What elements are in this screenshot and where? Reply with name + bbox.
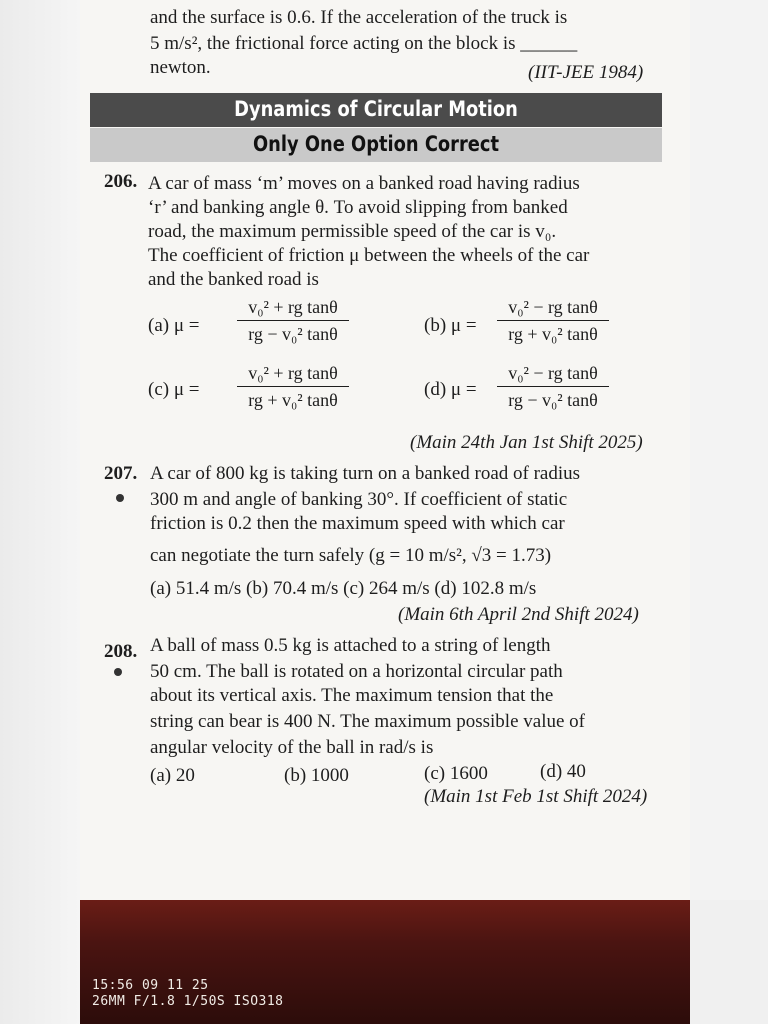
prev-source: (IIT-JEE 1984) bbox=[528, 62, 644, 83]
question-208-line-1: A ball of mass 0.5 kg is attached to a string of length bbox=[150, 635, 551, 656]
q206-option-b-numerator: v₀² − rg tanθ bbox=[497, 296, 609, 321]
q208-option-b: (b) 1000 bbox=[284, 765, 349, 786]
q208-option-d: (d) 40 bbox=[540, 761, 586, 782]
q206-option-a-label: (a) μ = bbox=[148, 315, 200, 336]
q206-option-a-fraction bbox=[237, 296, 349, 345]
q206-option-c-label: (c) μ = bbox=[148, 379, 200, 400]
q206-option-d-label: (d) μ = bbox=[424, 379, 477, 400]
q206-option-d-fraction bbox=[497, 362, 609, 411]
question-206-line-2: ‘r’ and banking angle θ. To avoid slipping from banked bbox=[148, 197, 568, 218]
bullet-marker bbox=[116, 494, 124, 502]
camera-timestamp-line-1: 15:56 09 11 25 bbox=[92, 978, 209, 993]
question-206-source: (Main 24th Jan 1st Shift 2025) bbox=[410, 432, 643, 453]
q206-option-d-numerator: v₀² − rg tanθ bbox=[497, 362, 609, 387]
section-subtitle-band bbox=[90, 128, 662, 162]
q206-option-c-fraction bbox=[237, 362, 349, 411]
question-206-line-5: and the banked road is bbox=[148, 269, 319, 290]
question-208-source: (Main 1st Feb 1st Shift 2024) bbox=[424, 786, 648, 807]
q206-option-d-denominator: rg − v₀² tanθ bbox=[508, 390, 598, 410]
q206-option-b-label: (b) μ = bbox=[424, 315, 477, 336]
q208-option-a: (a) 20 bbox=[150, 765, 195, 786]
q206-option-c-numerator: v₀² + rg tanθ bbox=[237, 362, 349, 387]
camera-timestamp bbox=[92, 978, 284, 1010]
question-208-line-4: string can bear is 400 N. The maximum possible value of bbox=[150, 711, 585, 732]
camera-timestamp-line-2: 26MM F/1.8 1/50S ISO318 bbox=[92, 994, 284, 1009]
question-208-number: 208. bbox=[104, 641, 138, 662]
question-206-number: 206. bbox=[104, 171, 138, 192]
question-207-line-4: can negotiate the turn safely (g = 10 m/s², √3 = 1.73) bbox=[150, 545, 552, 566]
question-207-line-2: 300 m and angle of banking 30°. If coefficient of static bbox=[150, 489, 568, 510]
bullet-marker bbox=[114, 668, 122, 676]
prev-line-1: and the surface is 0.6. If the acceleration of the truck is bbox=[150, 7, 568, 28]
question-206-line-3: road, the maximum permissible speed of the car is v₀. bbox=[148, 221, 557, 242]
section-title-band bbox=[90, 93, 662, 127]
question-207-source: (Main 6th April 2nd Shift 2024) bbox=[398, 604, 639, 625]
section-title: Dynamics of Circular Motion bbox=[234, 97, 518, 121]
q208-option-c: (c) 1600 bbox=[424, 763, 488, 784]
question-206-line-1: A car of mass ‘m’ moves on a banked road having radius bbox=[148, 173, 580, 194]
section-subtitle: Only One Option Correct bbox=[252, 132, 500, 156]
q206-option-a-numerator: v₀² + rg tanθ bbox=[237, 296, 349, 321]
prev-line-2: 5 m/s², the frictional force acting on the block is ______ bbox=[150, 33, 578, 54]
q206-option-c-denominator: rg + v₀² tanθ bbox=[248, 390, 338, 410]
background-left bbox=[0, 0, 80, 1024]
question-207-options: (a) 51.4 m/s (b) 70.4 m/s (c) 264 m/s (d) 102.8 m/s bbox=[150, 578, 537, 599]
question-207-line-3: friction is 0.2 then the maximum speed with which car bbox=[150, 513, 565, 534]
question-207-number: 207. bbox=[104, 463, 138, 484]
background-right bbox=[690, 900, 768, 1024]
question-208-line-2: 50 cm. The ball is rotated on a horizontal circular path bbox=[150, 661, 563, 682]
question-208-line-3: about its vertical axis. The maximum tension that the bbox=[150, 685, 554, 706]
prev-line-3: newton. bbox=[150, 57, 211, 78]
q206-option-b-denominator: rg + v₀² tanθ bbox=[508, 324, 598, 344]
question-207-line-1: A car of 800 kg is taking turn on a banked road of radius bbox=[150, 463, 581, 484]
q206-option-a-denominator: rg − v₀² tanθ bbox=[248, 324, 338, 344]
q206-option-b-fraction bbox=[497, 296, 609, 345]
question-206-line-4: The coefficient of friction μ between the wheels of the car bbox=[148, 245, 590, 266]
question-208-line-5: angular velocity of the ball in rad/s is bbox=[150, 737, 434, 758]
